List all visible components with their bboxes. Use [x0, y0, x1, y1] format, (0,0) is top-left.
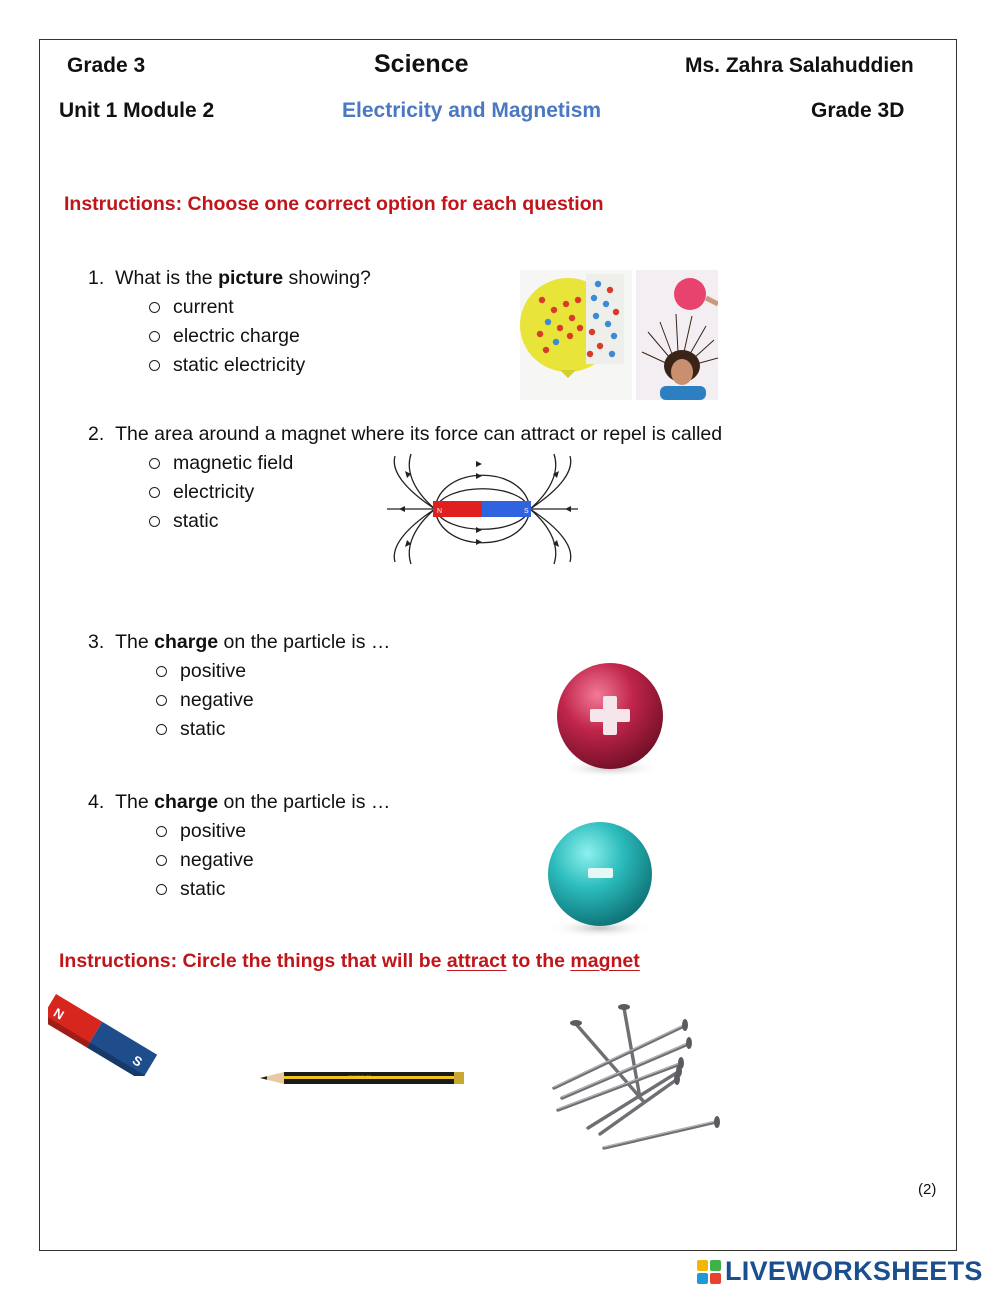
topic-title: Electricity and Magnetism: [342, 99, 602, 122]
radio-circle-icon[interactable]: [156, 826, 167, 837]
teacher-name: Ms. Zahra Salahuddien: [685, 54, 914, 77]
radio-circle-icon[interactable]: [149, 458, 160, 469]
question-number: 1.: [88, 267, 105, 289]
negative-particle-picture: [542, 818, 660, 940]
north-pole-label: N: [437, 508, 443, 515]
grade-label: Grade 3: [67, 54, 146, 77]
radio-circle-icon[interactable]: [149, 516, 160, 527]
pencil-brand: STAEDTLER: [348, 1074, 372, 1079]
q4-option-2[interactable]: negative: [156, 849, 254, 872]
q1-option-2[interactable]: electric charge: [149, 325, 300, 348]
q1-option-3[interactable]: static electricity: [149, 354, 305, 377]
instructions-choose: Instructions: Choose one correct option for each question: [64, 193, 604, 215]
radio-circle-icon[interactable]: [149, 302, 160, 313]
subject-title: Science: [374, 50, 469, 78]
magnetic-field-diagram: [385, 452, 580, 567]
brand-text: LIVEWORKSHEETS: [725, 1256, 983, 1286]
radio-circle-icon[interactable]: [156, 855, 167, 866]
positive-particle-picture: [552, 658, 670, 780]
radio-circle-icon[interactable]: [156, 666, 167, 677]
q4-option-3[interactable]: static: [156, 878, 226, 901]
q2-option-1[interactable]: magnetic field: [149, 452, 293, 475]
q2-option-3[interactable]: static: [149, 510, 219, 533]
radio-circle-icon[interactable]: [156, 695, 167, 706]
q2-option-2[interactable]: electricity: [149, 481, 254, 504]
q1-option-1[interactable]: current: [149, 296, 234, 319]
q3-option-3[interactable]: static: [156, 718, 226, 741]
radio-circle-icon[interactable]: [149, 360, 160, 371]
class-label: Grade 3D: [811, 99, 905, 122]
question-3: 3. The charge on the particle is …: [88, 631, 391, 653]
liveworksheets-logo-icon: [697, 1259, 723, 1285]
unit-label: Unit 1 Module 2: [59, 99, 215, 122]
bar-magnet-object[interactable]: [48, 988, 166, 1076]
liveworksheets-logo[interactable]: [697, 1256, 983, 1287]
pencil-object[interactable]: [258, 1068, 468, 1088]
radio-circle-icon[interactable]: [149, 331, 160, 342]
radio-circle-icon[interactable]: [149, 487, 160, 498]
question-1: 1. What is the picture showing?: [88, 267, 371, 289]
radio-circle-icon[interactable]: [156, 724, 167, 735]
magnet-n-label: N: [51, 1004, 67, 1023]
question-2: 2. The area around a magnet where its force can attract or repel is called: [88, 423, 723, 445]
q4-option-1[interactable]: positive: [156, 820, 246, 843]
static-electricity-picture: [520, 270, 718, 400]
magnet-s-label: S: [129, 1052, 146, 1070]
south-pole-label: S: [524, 508, 529, 515]
minus-icon: [588, 868, 613, 878]
radio-circle-icon[interactable]: [156, 884, 167, 895]
q3-option-2[interactable]: negative: [156, 689, 254, 712]
page-number: (2): [918, 1181, 937, 1198]
question-number: 4.: [88, 791, 105, 813]
nails-object[interactable]: [548, 1002, 724, 1152]
question-number: 3.: [88, 631, 105, 653]
question-4: 4. The charge on the particle is …: [88, 791, 391, 813]
question-number: 2.: [88, 423, 105, 445]
q3-option-1[interactable]: positive: [156, 660, 246, 683]
instructions-circle: Instructions: Circle the things that will be attract to the magnet: [59, 950, 640, 972]
